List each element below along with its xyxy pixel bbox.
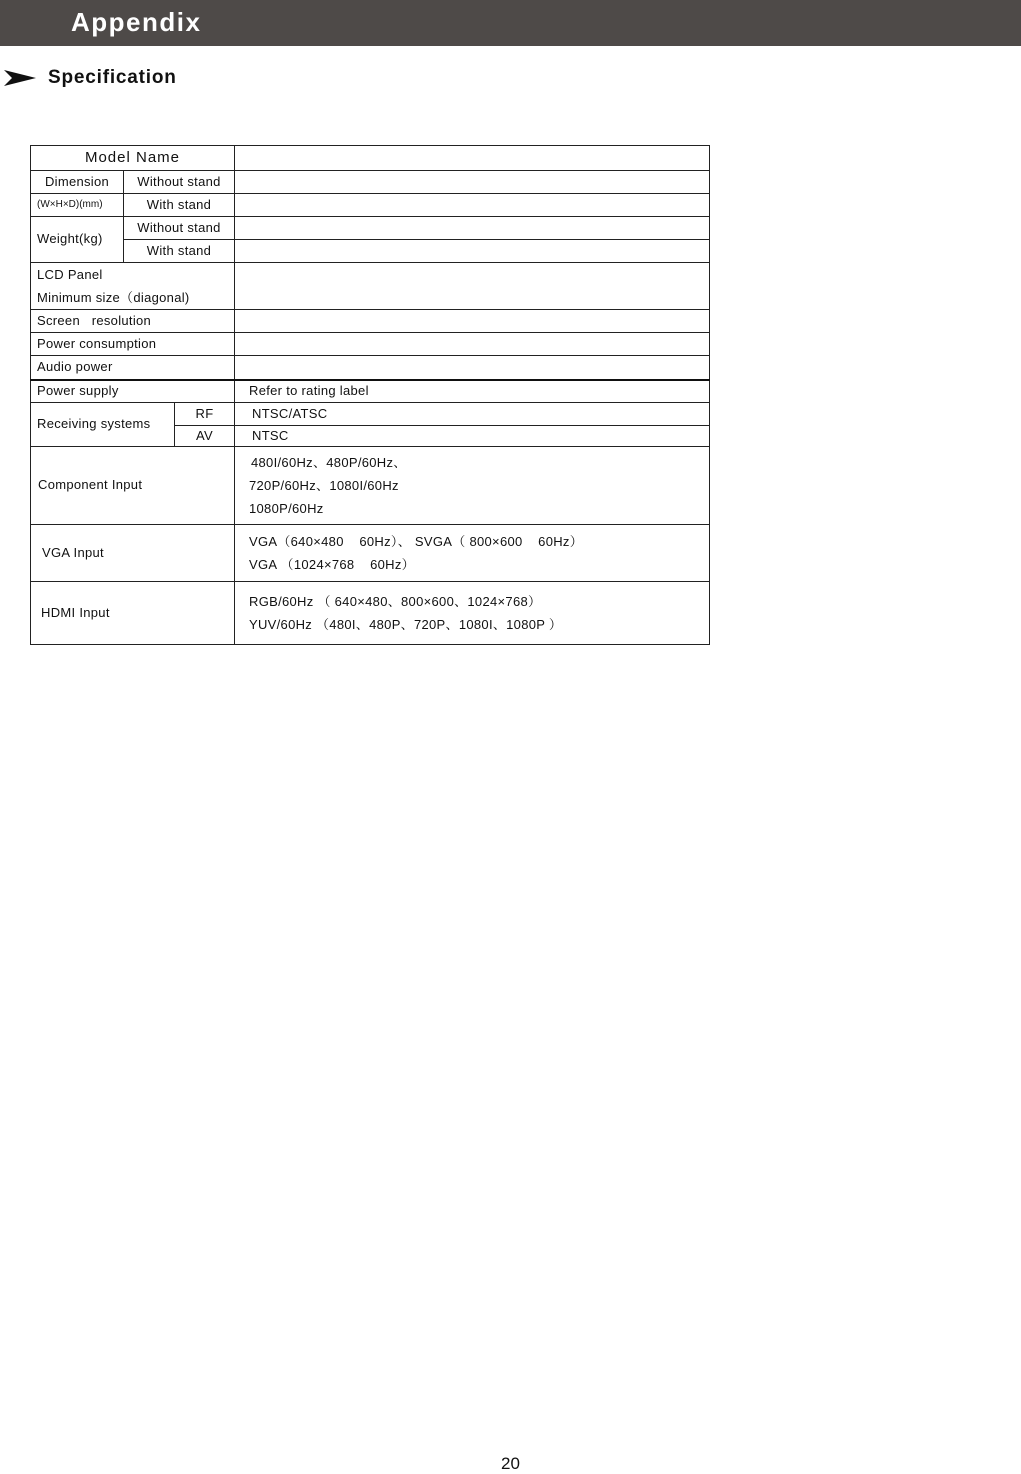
table-row-screen-resolution [31, 310, 710, 333]
hdmi-input-value [235, 582, 710, 645]
table-row-audio-power [31, 356, 710, 380]
weight-with-stand-label: With stand [124, 240, 235, 263]
dimension-without-stand-label: Without stand [124, 171, 235, 194]
lcd-panel-label [31, 263, 235, 310]
vga-input-value [235, 525, 710, 582]
table-row-model-name [31, 146, 710, 171]
table-row-weight-without-stand [31, 217, 710, 240]
receiving-rf-label: RF [175, 403, 235, 426]
receiving-rf-value: NTSC/ATSC [235, 403, 710, 426]
power-supply-value: Refer to rating label [235, 380, 710, 403]
power-consumption-label: Power consumption [31, 333, 235, 356]
hdmi-input-line: RGB/60Hz （ 640×480、800×600、1024×768） [249, 594, 542, 609]
spec-table [30, 145, 710, 645]
table-row-weight-with-stand [31, 240, 710, 263]
header-title: Appendix [71, 7, 202, 37]
dimension-with-stand-value [235, 194, 710, 217]
table-row-receiving-rf [31, 403, 710, 426]
dimension-with-stand-label: With stand [124, 194, 235, 217]
table-row-power-supply [31, 380, 710, 403]
dimension-without-stand-value [235, 171, 710, 194]
model-name-value [235, 146, 710, 171]
dimension-label: Dimension [31, 171, 124, 194]
component-input-line: 480I/60Hz、480P/60Hz、 [251, 455, 407, 470]
table-row-vga-input [31, 525, 710, 582]
page-number: 20 [501, 1454, 520, 1473]
table-row-lcd-panel [31, 263, 710, 310]
lcd-panel-value [235, 263, 710, 310]
arrow-right-icon [3, 69, 37, 87]
table-row-dimension-without-stand [31, 171, 710, 194]
dimension-unit: (W×H×D)(mm) [31, 194, 124, 217]
screen-resolution-value [235, 310, 710, 333]
audio-power-value [235, 356, 710, 380]
receiving-systems-label: Receiving systems [31, 403, 175, 447]
model-name-label: Model Name [31, 146, 235, 171]
section-title: Specification [48, 67, 177, 88]
weight-with-stand-value [235, 240, 710, 263]
power-supply-label: Power supply [31, 380, 235, 403]
table-row-dimension-with-stand [31, 194, 710, 217]
component-input-line: 720P/60Hz、1080I/60Hz [249, 478, 399, 493]
table-row-hdmi-input [31, 582, 710, 645]
screen-resolution-label: Screen resolution [31, 310, 235, 333]
hdmi-input-label: HDMI Input [31, 582, 235, 645]
weight-label: Weight(kg) [31, 217, 124, 263]
lcd-panel-line1: LCD Panel [37, 267, 103, 282]
audio-power-label: Audio power [31, 356, 235, 380]
page-header [0, 0, 1021, 46]
receiving-av-value: NTSC [235, 426, 710, 447]
component-input-value [235, 447, 710, 525]
table-row-power-consumption [31, 333, 710, 356]
vga-input-label: VGA Input [31, 525, 235, 582]
hdmi-input-line: YUV/60Hz （480I、480P、720P、1080I、1080P ） [249, 617, 563, 632]
component-input-label: Component Input [31, 447, 235, 525]
table-row-component-input [31, 447, 710, 525]
receiving-av-label: AV [175, 426, 235, 447]
lcd-panel-line2: Minimum size（diagonal) [37, 290, 190, 305]
weight-without-stand-value [235, 217, 710, 240]
weight-without-stand-label: Without stand [124, 217, 235, 240]
component-input-line: 1080P/60Hz [249, 501, 324, 516]
vga-input-line: VGA（640×480 60Hz）、 SVGA（ 800×600 60Hz） [249, 534, 584, 549]
vga-input-line: VGA （1024×768 60Hz） [249, 557, 415, 572]
power-consumption-value [235, 333, 710, 356]
